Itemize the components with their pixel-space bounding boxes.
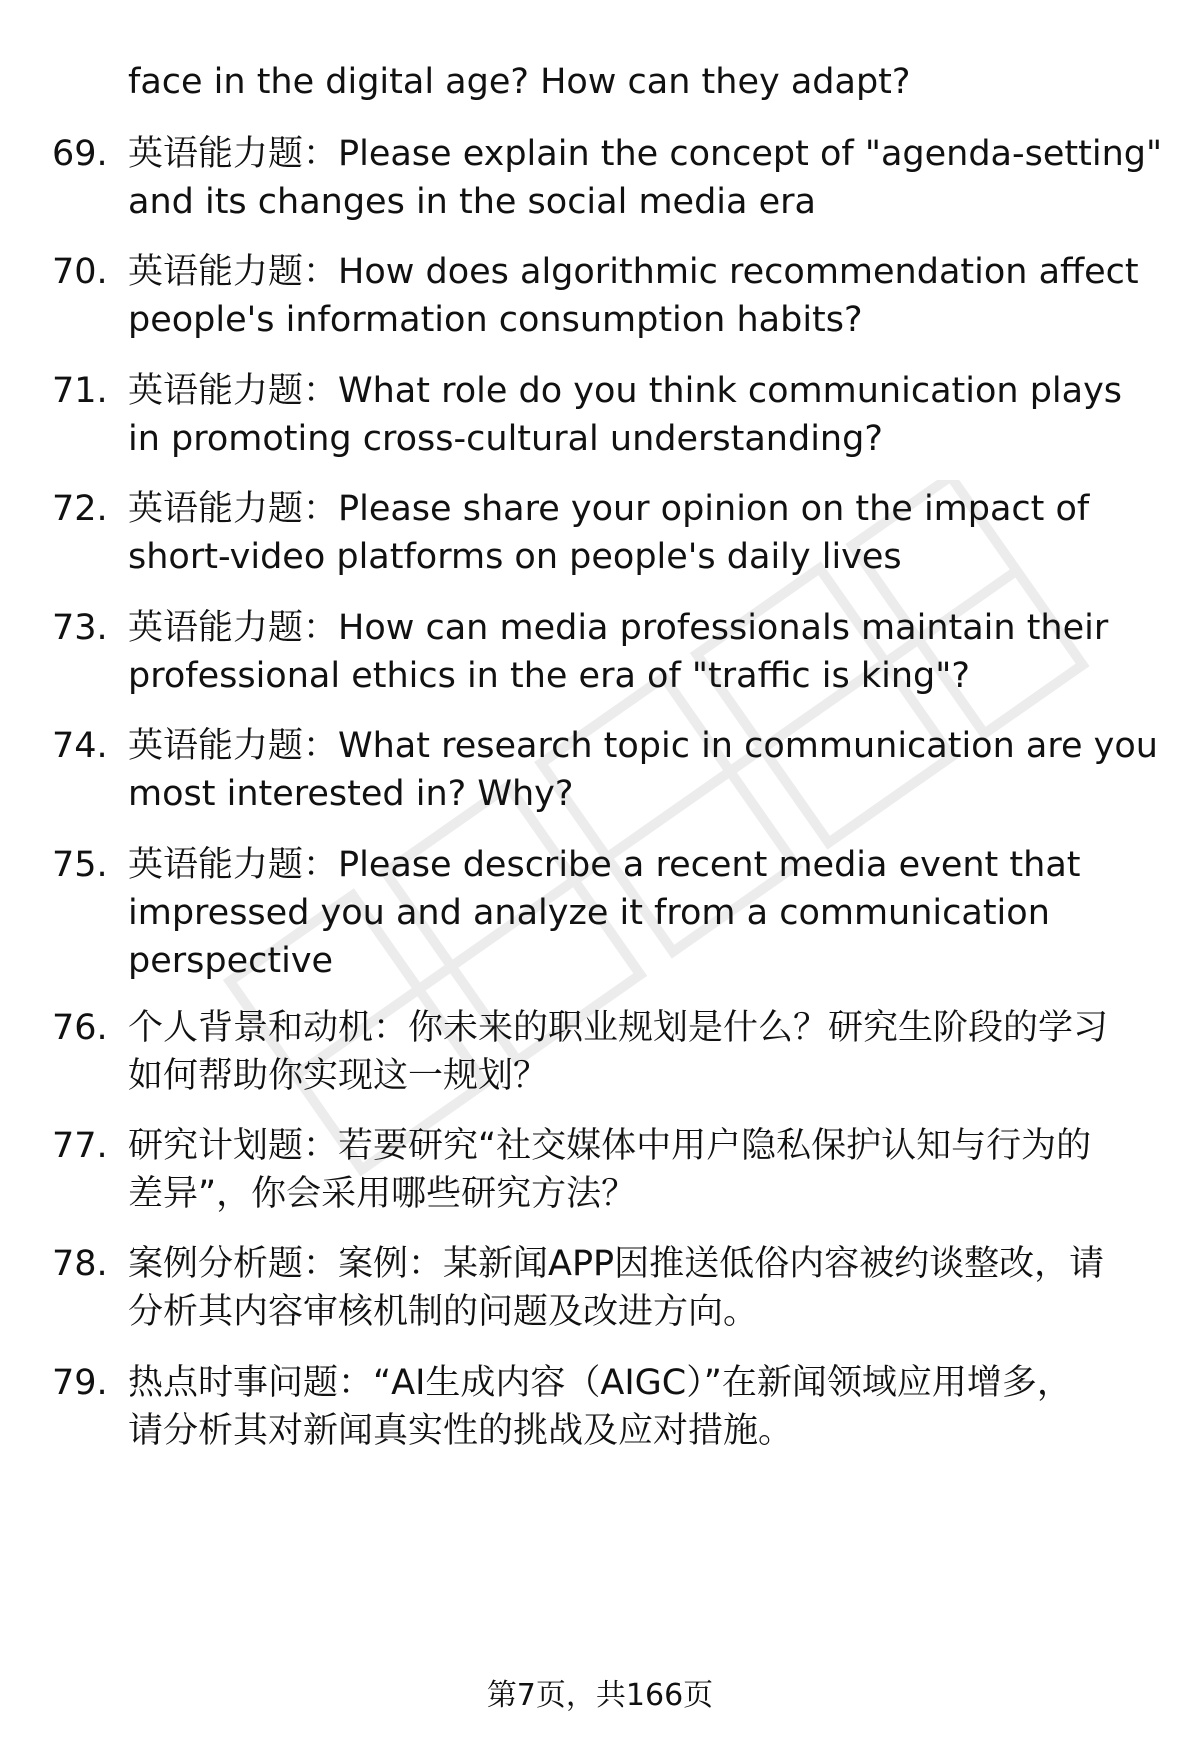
question-text-line: 分析其内容审核机制的问题及改进方向。 bbox=[128, 1292, 759, 1332]
question-text-line: 差异”，你会采用哪些研究方法？ bbox=[128, 1174, 637, 1214]
question-text-line: 英语能力题：Please describe a recent media event that bbox=[128, 845, 1081, 885]
question-text-line: short-video platforms on people's daily lives bbox=[128, 537, 902, 577]
question-text-line: 英语能力题：Please share your opinion on the impact of bbox=[128, 489, 1090, 529]
question-text bbox=[128, 367, 1158, 463]
question-number: 73. bbox=[52, 608, 108, 648]
question-number: 70. bbox=[52, 252, 108, 292]
question-text bbox=[128, 248, 1158, 344]
question-text-line: perspective bbox=[128, 941, 334, 981]
question-text-line: in promoting cross-cultural understanding? bbox=[128, 419, 883, 459]
question-text-line: professional ethics in the era of "traffic is king"? bbox=[128, 656, 970, 696]
question-text-line: 英语能力题：What role do you think communication plays bbox=[128, 371, 1123, 411]
question-text-line: 如何帮助你实现这一规划？ bbox=[128, 1056, 549, 1096]
question-text-line: 案例分析题：案例：某新闻APP因推送低俗内容被约谈整改，请 bbox=[128, 1244, 1105, 1284]
question-text-line: 英语能力题：How can media professionals maintain their bbox=[128, 608, 1109, 648]
question-text-line: 英语能力题：What research topic in communication are you bbox=[128, 726, 1158, 766]
question-text-line: 研究计划题：若要研究“社交媒体中用户隐私保护认知与行为的 bbox=[128, 1126, 1092, 1166]
question-number: 76. bbox=[52, 1008, 108, 1048]
question-number: 74. bbox=[52, 726, 108, 766]
question-number: 79. bbox=[52, 1363, 108, 1403]
question-text bbox=[128, 1359, 1158, 1455]
question-text bbox=[128, 1122, 1158, 1218]
question-text-line: people's information consumption habits? bbox=[128, 300, 863, 340]
question-number: 69. bbox=[52, 134, 108, 174]
question-text bbox=[128, 841, 1158, 985]
page-number: 第7页，共166页 bbox=[486, 1678, 714, 1713]
question-text-line: 英语能力题：How does algorithmic recommendation affect bbox=[128, 252, 1139, 292]
question-number: 71. bbox=[52, 371, 108, 411]
question-number: 78. bbox=[52, 1244, 108, 1284]
question-number: 77. bbox=[52, 1126, 108, 1166]
question-text-line: 个人背景和动机：你未来的职业规划是什么？研究生阶段的学习 bbox=[128, 1008, 1109, 1048]
question-text bbox=[128, 130, 1163, 226]
question-text bbox=[128, 1240, 1158, 1336]
question-text-line: impressed you and analyze it from a communication bbox=[128, 893, 1050, 933]
continuation-text: face in the digital age? How can they adapt? bbox=[128, 62, 911, 102]
question-number: 75. bbox=[52, 845, 108, 885]
question-text-line: 请分析其对新闻真实性的挑战及应对措施。 bbox=[128, 1411, 794, 1451]
question-text bbox=[128, 485, 1158, 581]
question-text-line: 英语能力题：Please explain the concept of "agenda-setting" bbox=[128, 134, 1163, 174]
question-text bbox=[128, 722, 1158, 818]
question-text-line: most interested in? Why? bbox=[128, 774, 574, 814]
question-text-line: and its changes in the social media era bbox=[128, 182, 816, 222]
question-text bbox=[128, 1004, 1158, 1100]
question-number: 72. bbox=[52, 489, 108, 529]
question-text bbox=[128, 604, 1158, 700]
question-text-line: 热点时事问题：“AI生成内容（AIGC）”在新闻领域应用增多， bbox=[128, 1363, 1072, 1403]
